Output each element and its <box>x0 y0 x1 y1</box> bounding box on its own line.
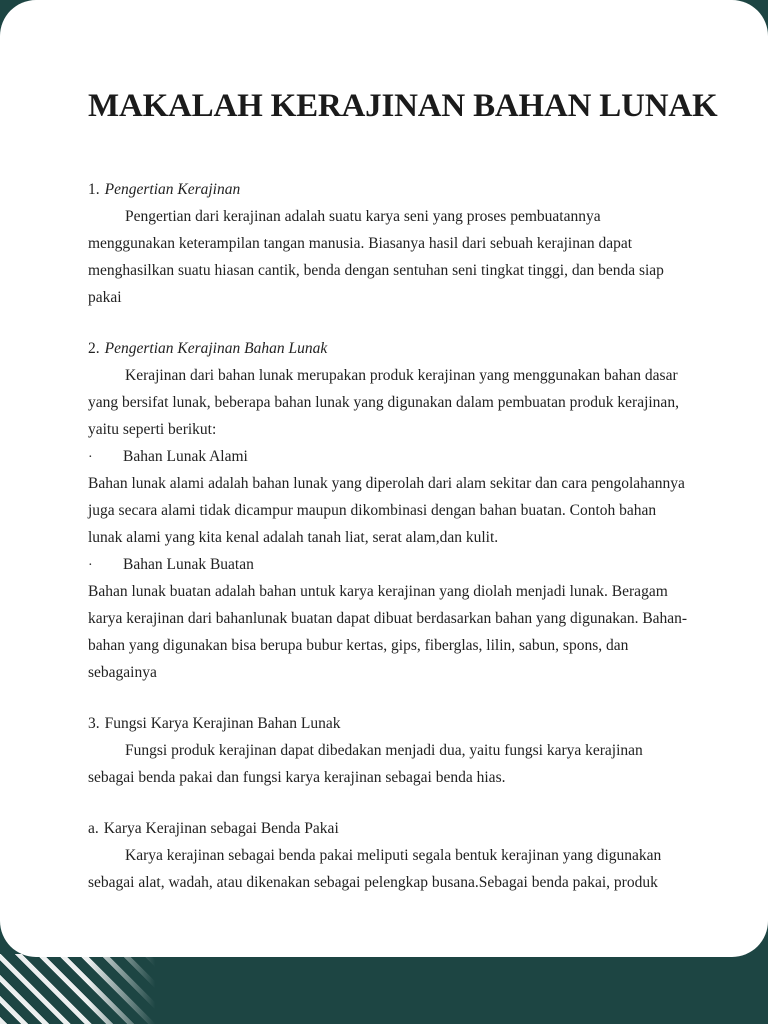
bullet-dot: · <box>88 450 93 465</box>
text-line: yaitu seperti berikut: <box>88 421 217 438</box>
section-heading <box>88 176 684 203</box>
heading-text: Karya Kerajinan sebagai Benda Pakai <box>103 820 339 837</box>
section-heading <box>88 335 684 362</box>
text-line: bahan yang digunakan bisa berupa bubur kertas, gips, fiberglas, lilin, sabun, spons, dan <box>88 637 629 654</box>
section-heading <box>88 710 684 737</box>
section-fungsi-karya-kerajinan <box>88 710 684 791</box>
section-heading <box>88 815 684 842</box>
text-line: Karya kerajinan sebagai benda pakai meliputi segala bentuk kerajinan yang digunakan <box>125 847 662 864</box>
text-line: pakai <box>88 289 122 306</box>
text-line: juga secara alami tidak dicampur maupun dikombinasi dengan bahan buatan. Contoh bahan <box>88 502 657 519</box>
text-line: sebagainya <box>88 664 157 681</box>
heading-number: 3. <box>88 715 100 732</box>
text-line: sebagai benda pakai dan fungsi karya kerajinan sebagai benda hias. <box>88 769 506 786</box>
bullet-label: Bahan Lunak Alami <box>123 448 248 465</box>
bullet-item-bahan-lunak-alami <box>88 443 684 470</box>
text-line: menghasilkan suatu hiasan cantik, benda dengan sentuhan seni tingkat tinggi, dan benda siap <box>88 262 664 279</box>
text-line: Bahan lunak buatan adalah bahan untuk karya kerajinan yang diolah menjadi lunak. Beragam <box>88 583 668 600</box>
section-karya-kerajinan-benda-pakai <box>88 815 684 896</box>
text-line: lunak alami yang kita kenal adalah tanah liat, serat alam,dan kulit. <box>88 529 499 546</box>
text-line: menggunakan keterampilan tangan manusia. Biasanya hasil dari sebuah kerajinan dapat <box>88 235 633 252</box>
text-line: Pengertian dari kerajinan adalah suatu karya seni yang proses pembuatannya <box>125 208 601 225</box>
text-line: Fungsi produk kerajinan dapat dibedakan menjadi dua, yaitu fungsi karya kerajinan <box>125 742 643 759</box>
text-line: Kerajinan dari bahan lunak merupakan produk kerajinan yang menggunakan bahan dasar <box>125 367 678 384</box>
heading-number: a. <box>88 820 99 837</box>
bullet-dot: · <box>88 558 93 573</box>
section-pengertian-kerajinan <box>88 176 684 311</box>
heading-text: Pengertian Kerajinan Bahan Lunak <box>104 340 328 357</box>
text-line: sebagai alat, wadah, atau dikenakan sebagai pelengkap busana.Sebagai benda pakai, produk <box>88 874 658 891</box>
bullet-item-bahan-lunak-buatan <box>88 551 684 578</box>
heading-text: Fungsi Karya Kerajinan Bahan Lunak <box>104 715 341 732</box>
heading-text: Pengertian Kerajinan <box>104 181 241 198</box>
document-title: MAKALAH KERAJINAN BAHAN LUNAK <box>88 88 718 124</box>
text-line: yang bersifat lunak, beberapa bahan lunak yang digunakan dalam pembuatan produk kerajinan, <box>88 394 679 411</box>
text-line: Bahan lunak alami adalah bahan lunak yang diperolah dari alam sekitar dan cara pengolahannya <box>88 475 685 492</box>
section-pengertian-kerajinan-bahan-lunak <box>88 335 688 686</box>
background-stripes-texture <box>0 954 160 1024</box>
heading-number: 2. <box>88 340 100 357</box>
document-body <box>88 176 688 896</box>
heading-number: 1. <box>88 181 100 198</box>
page-content <box>88 0 718 920</box>
bullet-label: Bahan Lunak Buatan <box>123 556 254 573</box>
text-line: karya kerajinan dari bahanlunak buatan dapat dibuat berdasarkan bahan yang digunakan. Bahan- <box>88 610 688 627</box>
